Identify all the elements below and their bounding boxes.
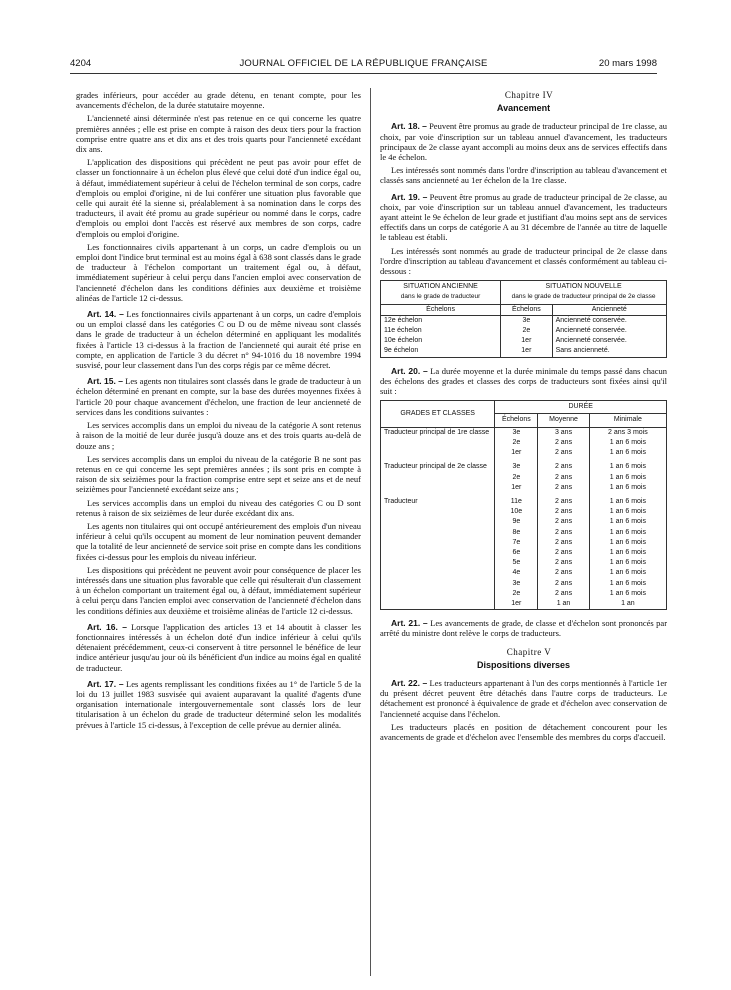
table-cell: 2 ans <box>538 558 589 568</box>
paragraph: Les services accomplis dans un emploi du niveau de la catégorie B ne sont pas retenus en ce qui concerne les sept premières années ; ils sont pris en compte à raison de six seizièmes pour la fraction comprise entre sept et seize ans et de neuf seizièmes pour l'ancienneté excédant seize ans ; <box>76 453 361 495</box>
article-label: Art. 18. – <box>391 121 427 132</box>
table-cell: 2e <box>495 473 538 483</box>
table-cell: 2 ans <box>538 517 589 527</box>
grade-cell <box>381 568 495 578</box>
table-cell: 1 an 6 mois <box>589 558 666 568</box>
table-row <box>381 568 667 578</box>
article-label: Art. 16. – <box>87 621 127 632</box>
table-cell: Ancienneté conservée. <box>552 336 666 346</box>
table-row <box>381 473 667 483</box>
paragraph: Les intéressés sont nommés dans l'ordre d'inscription au tableau d'avancement et classés sans ancienneté au 1er échelon de la 1re classe. <box>380 165 667 186</box>
table-row <box>381 579 667 589</box>
chapter-heading: Chapitre V <box>506 646 552 657</box>
table-cell: 12e échelon <box>381 315 501 326</box>
table-row <box>381 538 667 548</box>
table-cell: 10e <box>495 507 538 517</box>
table-cell: 1 an 6 mois <box>589 538 666 548</box>
paragraph: Les agents non titulaires qui ont occupé antérieurement des emplois d'un niveau inférieur à celui qu'ils occupent au moment de leur nomination peuvent demander que la totalité de leur ancienneté de service soit prise en compte dans les conditions fixées ci-dessus pour les emplois du niveau inférieur. <box>76 520 361 562</box>
table-cell: 2 ans 3 mois <box>589 427 666 438</box>
article-label: Art. 14. – <box>87 309 124 320</box>
article-14 <box>76 309 361 370</box>
table-cell: 2e <box>495 438 538 448</box>
table-row <box>381 507 667 517</box>
grade-cell <box>381 538 495 548</box>
grade-cell <box>381 483 495 493</box>
article-18 <box>380 121 667 162</box>
article-text: Lorsque l'application des articles 13 et 14 aboutit à classer les fonctionnaires intéressés à un échelon doté d'un indice inférieur à celui qu'ils détenaient précédemment, ceux-ci conservent à titre personnel le bénéfice de leur indice antérieur jusqu'au jour où ils bénéficient d'un indice au moins égal en qualité de traducteur. <box>76 621 362 673</box>
reclassification-table <box>380 280 667 357</box>
column-divider <box>370 88 371 976</box>
grade-cell <box>381 548 495 558</box>
table-cell: 2 ans <box>538 458 589 472</box>
table-cell: 1 an 6 mois <box>589 507 666 517</box>
table-cell: 1 an 6 mois <box>589 438 666 448</box>
paragraph: Les services accomplis dans un emploi du niveau de la catégorie A sont retenus à raison de la moitié de leur durée jusqu'à douze ans et des trois quarts au-delà de douze ans ; <box>76 420 361 451</box>
article-text: Les traducteurs appartenant à l'un des corps mentionnés à l'article 1er du présent décret peuvent être détachés dans l'autre corps de traducteurs. Le détachement est prononcé à équivalence de grade et d'échelon avec conservation de l'ancienneté acquise dans l'échelon. <box>380 677 668 719</box>
article-label: Art. 19. – <box>391 191 428 202</box>
table-subheader: Ancienneté <box>552 304 666 315</box>
table-cell: 2 ans <box>538 568 589 578</box>
table-cell: 1er <box>495 483 538 493</box>
table-subheader: Échelons <box>381 304 501 315</box>
table-row <box>381 589 667 599</box>
article-text: Les agents remplissant les conditions fixées au 1° de l'article 5 de la loi du 13 juillet 1983 susvisée qui avaient auparavant la qualité d'agents d'une organisation internationale intergouvernementale sont classés lors de leur titularisation à un échelon du grade de traducteur déterminé selon les modalités prévues à l'article 15 ci-dessus, à l'exception de celle prévue au dernier alinéa. <box>76 678 361 730</box>
grade-cell <box>381 579 495 589</box>
table-cell: 1 an 6 mois <box>589 493 666 507</box>
table-cell: 2 ans <box>538 473 589 483</box>
table-row <box>381 548 667 558</box>
table-header-new: SITUATION NOUVELLE dans le grade de traducteur principal de 2e classe <box>501 281 667 304</box>
article-label: Art. 20. – <box>391 365 428 376</box>
table-row <box>381 458 667 472</box>
table-subheader: Échelons <box>501 304 552 315</box>
table-cell: 2e <box>501 326 552 336</box>
table-cell: 2 ans <box>538 448 589 458</box>
issue-date: 20 mars 1998 <box>598 58 657 69</box>
page-header <box>70 55 657 74</box>
table-row <box>381 528 667 538</box>
table-cell: 2 ans <box>538 483 589 493</box>
page-number: 4204 <box>70 58 92 69</box>
table-cell: 1 an 6 mois <box>589 589 666 599</box>
article-21 <box>380 618 667 638</box>
table-row <box>381 427 667 438</box>
chapter-title: Avancement <box>496 103 551 114</box>
left-column <box>76 90 361 733</box>
table-cell: 1 an <box>538 599 589 610</box>
table-subheader: Minimale <box>589 414 666 427</box>
grade-cell: Traducteur principal de 2e classe <box>381 458 495 472</box>
table-cell: 3e <box>495 579 538 589</box>
table-cell: 4e <box>495 568 538 578</box>
article-17 <box>76 679 361 730</box>
table-cell: 2 ans <box>538 493 589 507</box>
table-header-grades: GRADES ET CLASSES <box>381 401 495 427</box>
table-body <box>381 427 667 609</box>
article-text: La durée moyenne et la durée minimale du temps passé dans chacun des échelons des grades et classes des corps de traducteurs sont fixées ainsi qu'il suit : <box>380 365 668 397</box>
table-cell: 1 an 6 mois <box>589 528 666 538</box>
table-cell: 1 an 6 mois <box>589 458 666 472</box>
article-16 <box>76 622 361 673</box>
grade-cell <box>381 599 495 610</box>
table-cell: 1 an 6 mois <box>589 473 666 483</box>
table-cell: 5e <box>495 558 538 568</box>
table-row <box>381 558 667 568</box>
grade-cell <box>381 589 495 599</box>
grade-cell <box>381 558 495 568</box>
table-row <box>381 326 667 336</box>
table-row <box>381 517 667 527</box>
article-label: Art. 15. – <box>87 376 124 387</box>
table-row <box>381 493 667 507</box>
table-header-duree: DURÉE <box>495 401 667 414</box>
duration-table <box>380 400 667 610</box>
table-row <box>381 346 667 357</box>
grade-cell <box>381 438 495 448</box>
table-subheader: Moyenne <box>538 414 589 427</box>
table-cell: 3e <box>495 458 538 472</box>
table-cell: 3e <box>495 427 538 438</box>
paragraph: L'application des dispositions qui précèdent ne peut pas avoir pour effet de classer un fonctionnaire à un échelon plus élevé que celui doté d'un indice égal ou, à défaut, immédiatement supérieur à celui de l'échelon terminal de son corps, cadre d'emplois ou emploi d'origine, ni de lui conférer une situation plus favorable que celle qui aurait été la sienne si, préalablement à sa nomination dans le corps des traducteurs, il avait été promu au grade supérieur ou nommé dans le corps, cadre d'emplois ou emploi dont l'accès est réservé aux membres de son corps, cadre d'emplois ou emploi d'origine. <box>76 157 361 239</box>
table-cell: 8e <box>495 528 538 538</box>
table-cell: 2 ans <box>538 538 589 548</box>
table-cell: 1er <box>501 336 552 346</box>
table-cell: 1 an 6 mois <box>589 568 666 578</box>
table-cell: 3 ans <box>538 427 589 438</box>
grade-cell <box>381 473 495 483</box>
table-cell: 2 ans <box>538 548 589 558</box>
article-label: Art. 17. – <box>87 678 124 689</box>
table-row <box>381 448 667 458</box>
paragraph: Les traducteurs placés en position de détachement concourent pour les avancements de grade et d'échelon avec l'ensemble des membres du corps d'accueil. <box>380 721 667 742</box>
table-cell: 1 an 6 mois <box>589 579 666 589</box>
paragraph: L'ancienneté ainsi déterminée n'est pas retenue en ce qui concerne les quatre premières années ; elle est prise en compte à raison des deux tiers pour la fraction comprise entre quatre ans et dix ans et des trois quarts pour l'ancienneté excédant dix ans. <box>76 113 361 155</box>
grade-cell <box>381 507 495 517</box>
table-cell: 2e <box>495 589 538 599</box>
table-body <box>381 315 667 357</box>
table-cell: 2 ans <box>538 589 589 599</box>
table-row <box>381 336 667 346</box>
article-15 <box>76 376 361 417</box>
paragraph: Les fonctionnaires civils appartenant à un corps, un cadre d'emplois ou un emploi dont l'indice brut terminal est au moins égal à 638 sont classés dans le grade de traducteur à l'échelon comportant un traitement égal ou, à défaut, immédiatement supérieur à celui perçu dans l'ancien emploi avec conservation de l'ancienneté d'échelon dans les conditions définies aux deuxième et troisième alinéas de l'article 12 ci-dessus. <box>76 241 361 303</box>
grade-cell: Traducteur <box>381 493 495 507</box>
table-cell: Ancienneté conservée. <box>552 326 666 336</box>
table-row <box>381 438 667 448</box>
right-column <box>380 90 667 745</box>
table-cell: 2 ans <box>538 438 589 448</box>
article-text: Les avancements de grade, de classe et d'échelon sont prononcés par arrêté du ministre dont relève le corps de traducteurs. <box>380 618 668 639</box>
chapter-heading: Chapitre IV <box>504 90 554 100</box>
table-cell: 1 an 6 mois <box>589 517 666 527</box>
grade-cell: Traducteur principal de 1re classe <box>381 427 495 438</box>
table-cell: Sans ancienneté. <box>552 346 666 357</box>
table-cell: 10e échelon <box>381 336 501 346</box>
table-header-old: SITUATION ANCIENNE dans le grade de traducteur <box>381 281 501 304</box>
paragraph: Les intéressés sont nommés au grade de traducteur principal de 2e classe dans l'ordre d'inscription au tableau d'avancement et classés conformément au tableau ci-dessous : <box>380 245 667 277</box>
paragraph: Les dispositions qui précèdent ne peuvent avoir pour conséquence de placer les intéressés dans une situation plus favorable que celle qui résulterait d'un classement à un échelon comportant un traitement égal ou, à défaut, immédiatement supérieur à celui perçu dans l'ancien emploi avec conservation de l'ancienneté d'échelon dans les conditions définies aux deuxième et troisième alinéas de l'article 12 ci-dessus. <box>76 564 361 616</box>
table-row <box>381 315 667 326</box>
article-22 <box>380 678 667 719</box>
table-cell: Ancienneté conservée. <box>552 315 666 326</box>
article-label: Art. 22. – <box>391 677 428 688</box>
grade-cell <box>381 528 495 538</box>
chapter-title: Dispositions diverses <box>476 659 571 670</box>
table-cell: 9e échelon <box>381 346 501 357</box>
journal-title: JOURNAL OFFICIEL DE LA RÉPUBLIQUE FRANÇAISE <box>239 58 488 69</box>
grade-cell <box>381 517 495 527</box>
table-cell: 2 ans <box>538 579 589 589</box>
table-cell: 11e <box>495 493 538 507</box>
table-subheader: Échelons <box>495 414 538 427</box>
table-cell: 1 an 6 mois <box>589 548 666 558</box>
article-label: Art. 21. – <box>391 618 428 629</box>
paragraph: grades inférieurs, pour accéder au grade détenu, en tenant compte, pour les avancements d'échelon, de la durée statutaire moyenne. <box>76 90 361 111</box>
table-cell: 2 ans <box>538 528 589 538</box>
table-cell: 1 an <box>589 599 666 610</box>
article-text: Peuvent être promus au grade de traducteur principal de 2e classe, au choix, par voie d'inscription sur un tableau annuel d'avancement, les traducteurs ayant atteint le 9e échelon de leur grade et justifiant d'au moins sept ans de services effectifs dans un corps de catégorie A au 31 décembre de l'année au titre de laquelle le tableau est établi. <box>380 191 668 243</box>
article-text: Les agents non titulaires sont classés dans le grade de traducteur à un échelon déterminé en prenant en compte, sur la base des durées moyennes fixées à l'article 20 pour chaque avancement d'échelon, une fraction de leur ancienneté de services dans les conditions suivantes : <box>76 376 362 417</box>
table-row <box>381 483 667 493</box>
table-cell: 3e <box>501 315 552 326</box>
table-row <box>381 599 667 610</box>
table-cell: 2 ans <box>538 507 589 517</box>
table-cell: 1 an 6 mois <box>589 483 666 493</box>
article-text: Les fonctionnaires civils appartenant à un corps, un cadre d'emplois ou un emploi classé dans les catégories C ou D ou de même niveau sont classés dans le grade de traducteur à un échelon déterminé en appliquant les modalités fixées à l'article 13 ci-dessus à la fraction de l'ancienneté qui aurait été prise en compte, en application de l'article 3 du décret n° 94-1016 du 18 novembre 1994 susvisé, pour leur classement dans l'un des corps régis par ce même décret. <box>76 309 362 371</box>
table-cell: 7e <box>495 538 538 548</box>
article-20 <box>380 366 667 397</box>
grade-cell <box>381 448 495 458</box>
paragraph: Les services accomplis dans un emploi du niveau des catégories C ou D sont retenus à raison de six seizièmes de leur durée excédant dix ans. <box>76 497 361 518</box>
article-text: Peuvent être promus au grade de traducteur principal de 1re classe, au choix, par voie d'inscription sur un tableau annuel d'avancement, les traducteurs principaux de 2e classe ayant accompli au moins deux ans de services effectifs dans le 4e échelon. <box>380 121 668 163</box>
table-cell: 1er <box>501 346 552 357</box>
table-cell: 9e <box>495 517 538 527</box>
table-cell: 11e échelon <box>381 326 501 336</box>
article-19 <box>380 192 667 243</box>
table-cell: 1er <box>495 448 538 458</box>
table-cell: 1er <box>495 599 538 610</box>
table-cell: 6e <box>495 548 538 558</box>
table-cell: 1 an 6 mois <box>589 448 666 458</box>
